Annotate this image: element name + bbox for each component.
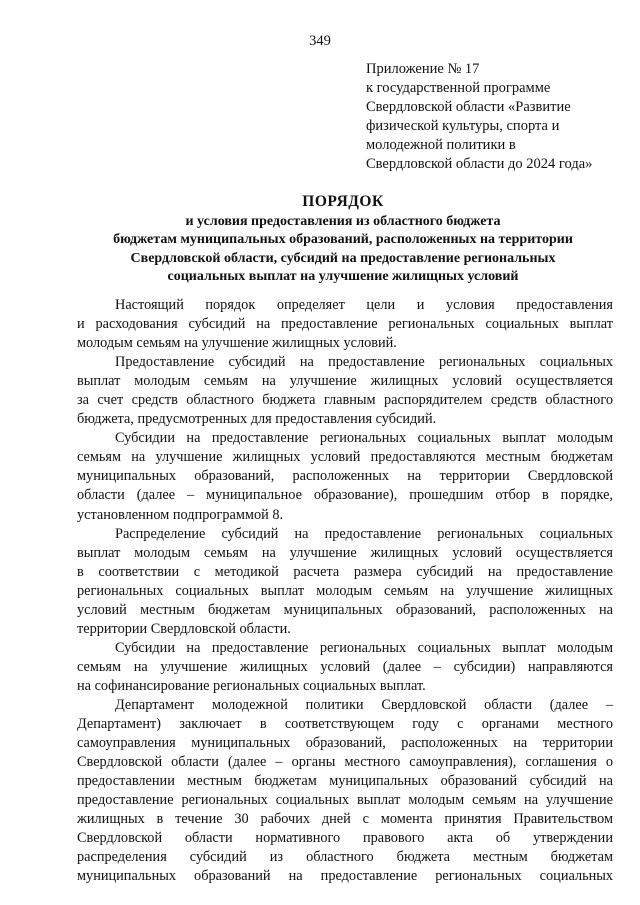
- paragraph-line: муниципальных образований на предоставление региональных социальных: [77, 868, 613, 885]
- title-line: бюджетам муниципальных образований, расположенных на территории: [113, 232, 573, 248]
- body-text: [77, 296, 613, 886]
- paragraph-line: Предоставление субсидий на предоставление региональных социальных: [115, 354, 613, 371]
- paragraph-line: семьям на улучшение жилищных условий (далее – субсидии) направляются: [77, 658, 613, 675]
- paragraph-line: Распределение субсидий на предоставление региональных социальных: [115, 525, 613, 542]
- appendix-line: к государственной программе: [366, 80, 551, 96]
- appendix-line: молодежной политики в: [366, 137, 516, 153]
- paragraph: [77, 296, 613, 353]
- paragraph-line: и расходования субсидий на предоставление региональных социальных выплат: [77, 316, 613, 333]
- paragraph-line: региональных социальных выплат молодым семьям на улучшение жилищных: [77, 582, 613, 599]
- title-line: Свердловской области, субсидий на предоставление региональных: [130, 250, 556, 266]
- appendix-line: Свердловской области до 2024 года»: [366, 156, 593, 172]
- paragraph: [77, 353, 613, 429]
- paragraph-line: предоставление региональных социальных выплат молодым семьям на улучшение: [77, 792, 613, 809]
- appendix-line: физической культуры, спорта и: [366, 118, 560, 134]
- page-number: 349: [309, 33, 331, 49]
- paragraph-line: в соответствии с методикой расчета размера субсидий на предоставление: [77, 563, 613, 580]
- appendix-note: [366, 60, 634, 174]
- paragraph-line: на софинансирование региональных социальных выплат.: [77, 677, 426, 694]
- title-main: ПОРЯДОК: [302, 193, 384, 210]
- paragraph-line: выплат молодым семьям на улучшение жилищных условий осуществляется: [77, 373, 613, 390]
- paragraph-line: самоуправления муниципальных образований, расположенных на территории: [77, 735, 613, 752]
- paragraph-line: Департамент) заключает в соответствующем году с органами местного: [77, 716, 613, 733]
- paragraph-line: муниципальных образований, расположенных на территории Свердловской: [77, 468, 613, 485]
- title-line: социальных выплат на улучшение жилищных условий: [167, 268, 519, 284]
- title-line: и условия предоставления из областного бюджета: [185, 214, 501, 230]
- paragraph-line: Настоящий порядок определяет цели и условия предоставления: [115, 297, 613, 313]
- paragraph-line: бюджета, предусмотренных для предоставления субсидий.: [77, 411, 437, 428]
- paragraph-line: Субсидии на предоставление региональных социальных выплат молодым: [115, 430, 613, 447]
- paragraph-line: Свердловской области нормативного правового акта об утверждении: [77, 830, 613, 847]
- document-title: [70, 193, 616, 286]
- paragraph-line: Субсидии на предоставление региональных социальных выплат молодым: [115, 639, 613, 656]
- paragraph: [77, 696, 613, 886]
- paragraph-line: молодым семьям на улучшение жилищных условий.: [77, 335, 397, 352]
- paragraph-line: области (далее – муниципальное образование), прошедшим отбор в порядке,: [77, 487, 613, 504]
- paragraph-line: Свердловской области (далее – органы местного самоуправления), соглашения о: [77, 754, 613, 771]
- paragraph-line: установленном подпрограммой 8.: [77, 506, 284, 523]
- paragraph-line: семьям на улучшение жилищных условий предоставляются местным бюджетам: [77, 449, 613, 466]
- paragraph-line: территории Свердловской области.: [77, 620, 291, 637]
- paragraph-line: распределения субсидий из областного бюджета местным бюджетам: [77, 849, 613, 866]
- paragraph: [77, 525, 613, 639]
- paragraph-line: условий местным бюджетам муниципальных образований, расположенных на: [77, 601, 613, 618]
- paragraph: [77, 429, 613, 524]
- paragraph-line: предоставлении местным бюджетам муниципальных образований субсидий на: [77, 773, 613, 790]
- paragraph-line: Департамент молодежной политики Свердловской области (далее –: [115, 696, 613, 713]
- appendix-line: Приложение № 17: [366, 61, 480, 77]
- paragraph-line: выплат молодым семьям на улучшение жилищных условий осуществляется: [77, 544, 613, 561]
- appendix-line: Свердловской области «Развитие: [366, 99, 571, 115]
- paragraph-line: жилищных в течение 30 рабочих дней с момента принятия Правительством: [77, 811, 613, 828]
- paragraph: [77, 639, 613, 696]
- paragraph-line: за счет средств областного бюджета главным распорядителем средств областного: [77, 392, 613, 409]
